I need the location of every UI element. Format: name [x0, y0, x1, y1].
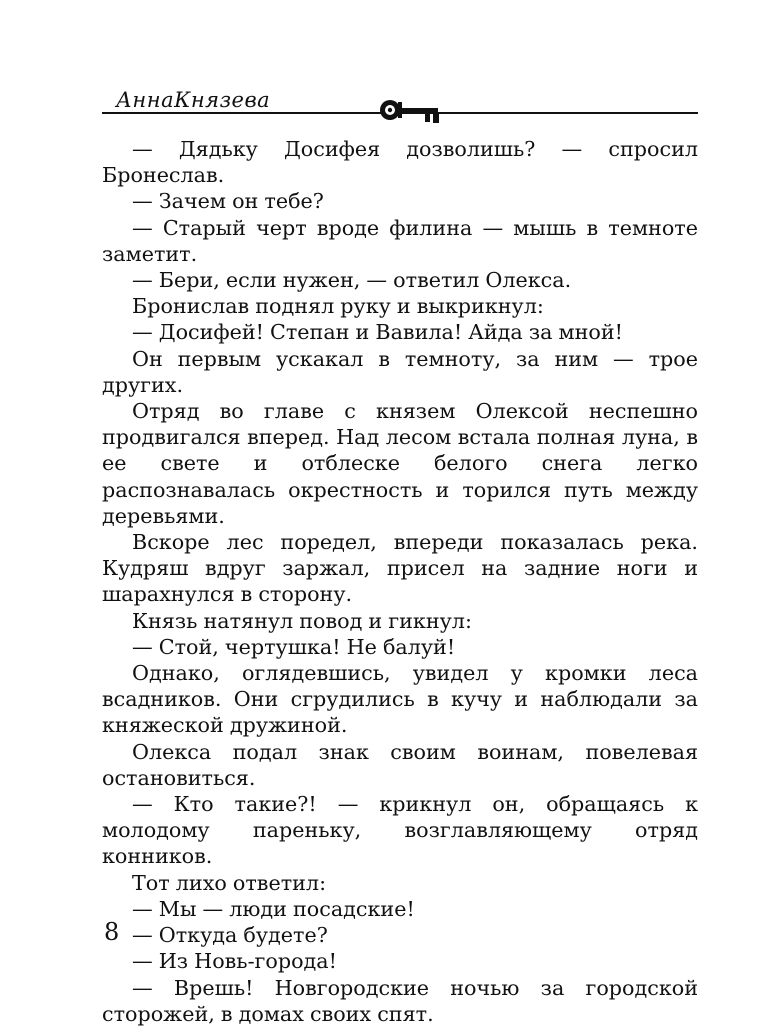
paragraph: Он первым ускакал в темноту, за ним — трое других. — [102, 346, 698, 397]
paragraph: — Врешь! Новгородские ночью за городской сторожей, в домах своих спят. — [102, 975, 698, 1026]
key-icon — [378, 99, 444, 125]
paragraph: Отряд во главе с князем Олексой неспешно продвигался вперед. Над лесом встала полная луна, в ее свете и отблеске белого снега легко распознавалась окрестность и торился путь между деревьями. — [102, 399, 698, 528]
paragraph: — Из Новь-города! — [132, 949, 337, 974]
paragraph: Однако, оглядевшись, увидел у кромки леса всадников. Они сгрудились в кучу и наблюдали за княжеской дружиной. — [102, 661, 698, 738]
paragraph: — Откуда будете? — [132, 923, 328, 948]
body-text — [102, 136, 698, 1027]
paragraph: Князь натянул повод и гикнул: — [132, 608, 472, 633]
paragraph: — Зачем он тебе? — [132, 189, 324, 214]
paragraph: — Старый черт вроде филина — мышь в темноте заметит. — [102, 215, 698, 266]
paragraph: Бронислав поднял руку и выкрикнул: — [132, 294, 544, 319]
paragraph: — Дядьку Досифея дозволишь? — спросил Бронеслав. — [102, 137, 698, 188]
paragraph: — Бери, если нужен, — ответил Олекса. — [132, 268, 572, 293]
paragraph: Тот лихо ответил: — [132, 870, 327, 895]
paragraph: Вскоре лес поредел, впереди показалась река. Кудряш вдруг заржал, присел на задние ноги и шарахнулся в сторону. — [102, 530, 698, 607]
header-author: АннаКнязева — [116, 88, 271, 112]
paragraph: — Досифей! Степан и Вавила! Айда за мной! — [132, 320, 623, 345]
paragraph: Олекса подал знак своим воинам, повелевая остановиться. — [102, 739, 698, 790]
paragraph: — Кто такие?! — крикнул он, обращаясь к молодому пареньку, возглавляющему отряд конников. — [102, 792, 698, 869]
paragraph: — Мы — люди посадские! — [132, 896, 415, 921]
paragraph: — Стой, чертушка! Не балуй! — [132, 634, 456, 659]
running-header — [102, 78, 698, 126]
page-number: 8 — [104, 918, 120, 946]
